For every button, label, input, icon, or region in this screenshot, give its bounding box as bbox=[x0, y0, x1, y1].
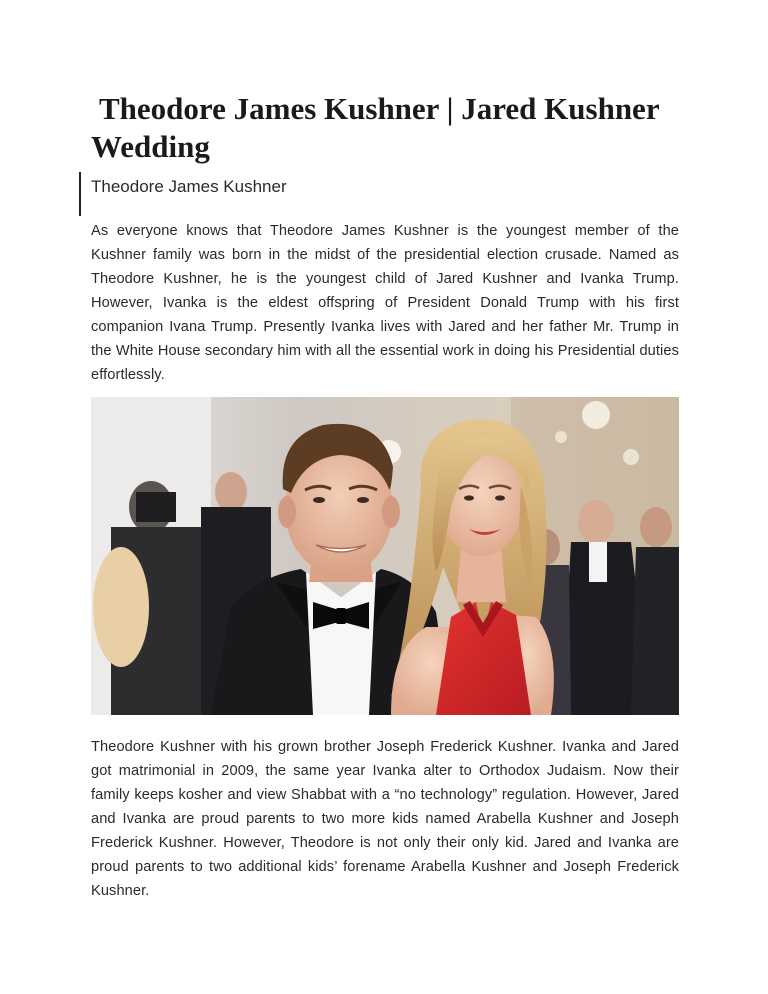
photo-illustration bbox=[91, 397, 679, 715]
paragraph-family: Theodore Kushner with his grown brother Joseph Frederick Kushner. Ivanka and Jared got matrimonial in 2009, the same year Ivanka alter to Orthodox Judaism. Now their family keeps kosher and view Shabbat with a “no technology” regulation. However, Jared and Ivanka are proud parents to two more kids named Arabella Kushner and Joseph Frederick Kushner. However, Theodore is not only their only kid. Jared and Ivanka are proud parents to two additional kids’ forename Arabella Kushner and Joseph Frederick Kushner. bbox=[91, 739, 679, 899]
paragraph-intro: As everyone knows that Theodore James Kushner is the youngest member of the Kushner family was born in the midst of the presidential election crusade. Named as Theodore Kushner, he is the youngest child of Jared Kushner and Ivanka Trump. However, Ivanka is the eldest offspring of President Donald Trump with his first companion Ivana Trump. Presently Ivanka lives with Jared and her father Mr. Trump in the White House secondary him with all the essential work in doing his Presidential duties effortlessly. bbox=[91, 223, 679, 383]
section-marker bbox=[79, 172, 81, 216]
couple-photo bbox=[91, 397, 679, 715]
article-title: Theodore James Kushner | Jared Kushner Wedding bbox=[91, 91, 660, 164]
section-heading: Theodore James Kushner bbox=[91, 177, 287, 196]
